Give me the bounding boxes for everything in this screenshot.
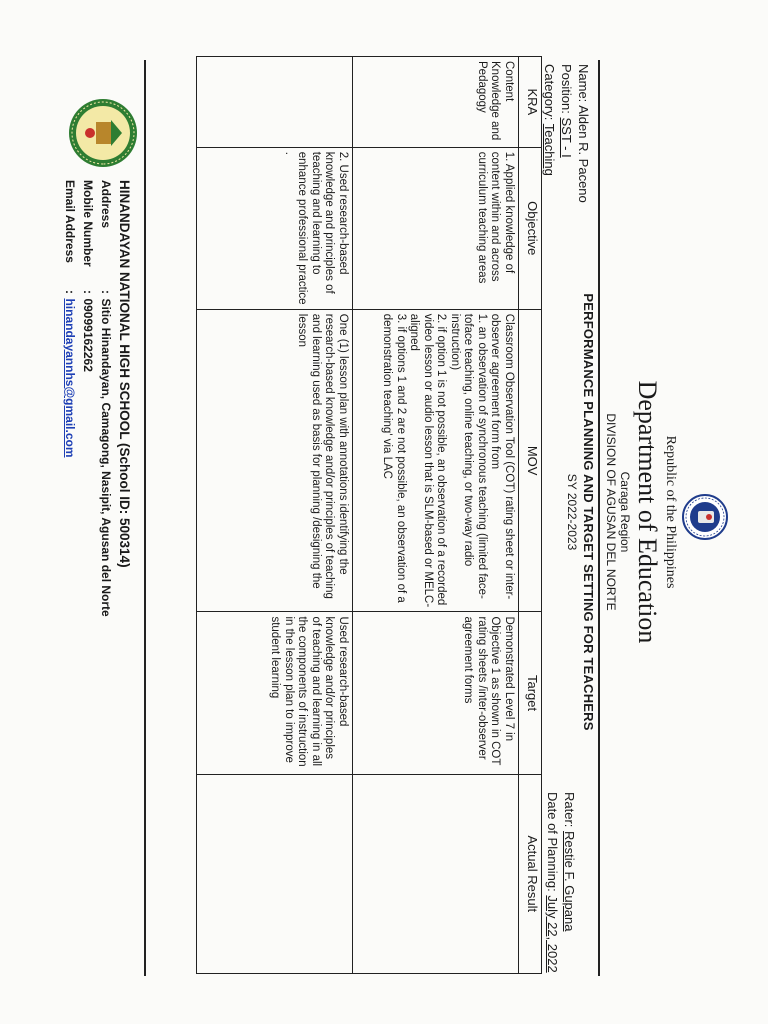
category-value: Teaching — [542, 123, 557, 176]
header-rule — [598, 60, 600, 976]
school-logo-icon — [68, 98, 138, 168]
school-info — [61, 180, 132, 617]
name-label: Name: — [576, 64, 591, 103]
form-title: PERFORMANCE PLANNING AND TARGET SETTING FOR TEACHERS — [581, 293, 596, 731]
republic-line: Republic of the Philippines — [663, 435, 678, 589]
date-value: July 22, 2022 — [545, 895, 560, 973]
header-mov: MOV — [519, 309, 542, 612]
name-value: Alden R. Paceno — [576, 105, 591, 203]
region-line: Caraga Region — [618, 471, 632, 553]
actual-result-cell — [197, 774, 353, 973]
rater-info — [544, 792, 578, 973]
mov-cell — [197, 309, 353, 612]
kra-cell — [197, 57, 353, 148]
table-header-row — [519, 57, 542, 974]
mobile-label: Mobile Number — [81, 180, 95, 267]
rater-value: Restie F. Gupana — [562, 831, 577, 932]
school-name: HINANDAYAN NATIONAL HIGH SCHOOL (School ID: 500314) — [117, 180, 132, 568]
email-link[interactable]: hinandayannhs@gmail.com — [63, 298, 77, 458]
mov-intro: One (1) lesson plan with annotations identifying the research-based knowledge and/or principles of teaching and learning used as basis for planning /designing the lesson — [296, 313, 349, 599]
division-line: DIVISION OF AGUSAN DEL NORTE — [604, 413, 618, 611]
table-row — [197, 57, 353, 974]
mobile-sep: : — [81, 290, 95, 294]
mobile-value: 09099162262 — [81, 298, 95, 372]
header-objective: Objective — [519, 147, 542, 309]
mov-item: 3. if options 1 and 2 are not possible, an observation of a demonstration teaching' via LAC — [381, 313, 407, 603]
date-label: Date of Planning: — [545, 792, 560, 892]
email-sep: : — [63, 290, 77, 294]
planning-table — [196, 56, 542, 974]
teacher-info — [541, 64, 592, 203]
target-cell: Demonstrated Level 7 in Objective 1 as shown in COT rating sheets /inter-observer agreement forms — [353, 612, 519, 774]
header-target: Target — [519, 612, 542, 774]
objective-cell: 1. Applied knowledge of content within and across curriculum teaching areas — [353, 147, 519, 309]
address-sep: : — [99, 290, 113, 294]
category-label: Category: — [542, 64, 557, 121]
mov-intro: Classroom Observation Tool (COT) rating sheet or inter-observer agreement form from — [489, 313, 515, 600]
target-cell: Used research-based knowledge and/or principles of teaching and learning in all the components of instruction in the lesson plan to improve student learning — [197, 612, 353, 774]
actual-result-cell — [353, 774, 519, 973]
rater-label: Rater: — [562, 792, 577, 828]
footer-rule — [144, 60, 146, 976]
kra-cell: Content Knowledge and Pedagogy — [353, 57, 519, 148]
deped-seal-icon — [682, 494, 728, 540]
mov-cell — [353, 309, 519, 612]
address-label: Address — [99, 180, 113, 229]
objective-cell: 2. Used research-based knowledge and principles of teaching and learning to enhance professional practice . — [197, 147, 353, 309]
position-value: SST - I — [559, 117, 574, 158]
address-value: Sitio Hinandayan, Camagong, Nasipit, Agusan del Norte — [99, 298, 113, 617]
email-label: Email Address — [63, 180, 77, 263]
header-actual-result: Actual Result — [519, 774, 542, 973]
table-row — [353, 57, 519, 974]
mov-item: 1. an observation of synchronous teaching (limited face-toface teaching, online teaching, or two-way radio instruction) — [449, 313, 488, 599]
school-year: SY 2022-2023 — [565, 473, 579, 551]
department-name: Department of Education — [633, 380, 662, 644]
position-label: Position: — [559, 64, 574, 114]
header-kra: KRA — [519, 57, 542, 148]
mov-item: 2. if option 1 is not possible, an observation of a recorded video lesson or audio lesson that is SLM-based or MELC-aligned — [408, 313, 448, 608]
